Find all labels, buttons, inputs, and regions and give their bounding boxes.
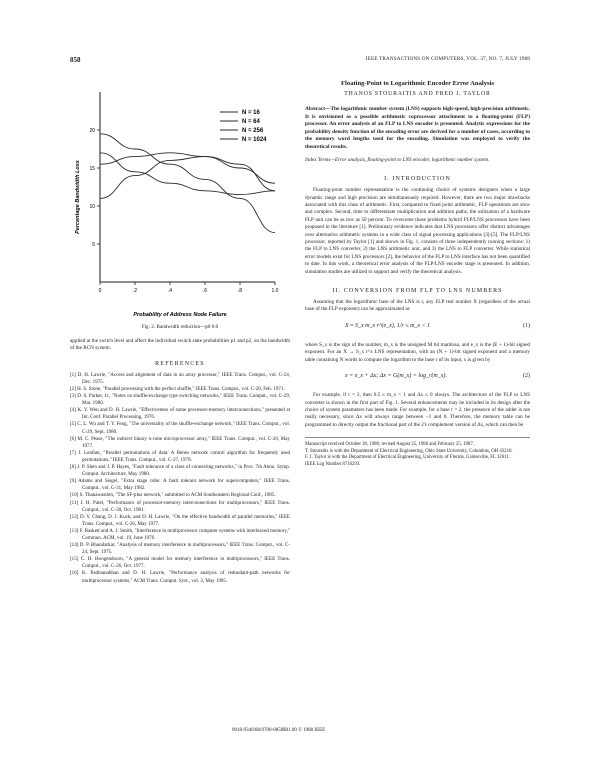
footnote-line: T. Stouraitis is with the Department of Electrical Engineering, Ohio State University, Columbus, OH 43210. xyxy=(305,448,513,454)
x-tick-label: 1.0 xyxy=(271,288,279,294)
y-axis-label: Percentage Bandwidth Loss xyxy=(75,160,81,234)
article-title: Floating-Point to Logarithmic Encoder Error Analysis xyxy=(341,80,494,87)
legend-label: N = 16 xyxy=(242,110,260,116)
x-tick-label: .4 xyxy=(167,288,173,294)
reference-item: [16] K. Padmanabhan and D. H. Lawrie, "Performance analysis of redundant-path networks for multiprocessor systems," ACM Trans. Comput. Syst., vol. 3, May 1985. xyxy=(70,570,290,584)
article-authors: THANOS STOURAITIS AND FRED J. TAYLOR xyxy=(344,91,491,97)
section-1-heading: I. INTRODUCTION xyxy=(384,176,451,183)
copyright-footer: 0018-9340/88/0700-0858$01.00 © 1988 IEEE xyxy=(232,728,326,733)
equation-1 xyxy=(305,320,530,336)
section-2-heading: II. CONVERSION FROM FLP TO LNS NUMBERS xyxy=(332,288,503,295)
reference-item: [15] C. H. Hoogendoorn, "A general model for memory interference in multiprocessors," IEEE Trans. Comput., vol. C-26, Oct. 1977. xyxy=(70,556,290,570)
reference-item: [9] Adams and Siegel, "Extra stage cube: A fault tolerant network for supercomputers," IEEE Trans. Comput., vol. C-31, May 1982. xyxy=(70,478,290,492)
reference-item: [12] D. Y. Chang, D. J. Kuck, and D. H. Lawrie, "On the effective bandwidth of parallel memories," IEEE Trans. Comput., vol. C-26, May 1977. xyxy=(70,513,290,527)
reference-item: [10] S. Thanawastien, "The SF-plus network," submitted to ACM Southeastern Regional Conf., 1985. xyxy=(70,492,276,499)
figure-caption: Fig. 2. Bandwidth reduction—p0 0.0 xyxy=(141,324,219,330)
y-tick-label: 5 xyxy=(92,242,95,248)
x-tick-label: 0 xyxy=(98,288,102,294)
y-tick-label: 10 xyxy=(89,204,95,210)
section-2-body-2: where S_x is the sign of the number, m_x is the unsigned M bit mantissa, and e_x is the (E + 1)-bit signed exponent. For an X → S_x r^x LNS representation, with an (N + 1)-bit signed exponent and a memory table containing N words to compute the logarithm to the base r of its input, x is given by xyxy=(305,341,530,363)
y-tick-label: 20 xyxy=(89,128,95,134)
reference-item: [11] J. H. Patel, "Performance of processor-memory interconnections for multiprocessors," IEEE Trans. Comput., vol. C-30, Oct. 1981. xyxy=(70,499,290,513)
footnote-line: IEEE Log Number 8716293. xyxy=(305,461,361,467)
reference-item: [14] D. P. Bhandarkar, "Analysis of memory interference in multiprocessors," IEEE Trans. Comput., vol. C-24, Sept. 1975. xyxy=(70,542,290,556)
bandwidth-chart xyxy=(70,72,290,322)
figure-2 xyxy=(70,72,290,322)
section-2-body-3: For example, if r = 2, then 0.5 ≤ m_x < 1 and Δx ≤ 0 always. The architecture of the FLP to LNS converter is shown in the first part of Fig. 1. Several enhancements may be included in its design after the choice of system parameters has been made. For example, for a base r = 2, the presence of the adder is not really necessary, since Δx will always range between −1 and 0. Therefore, the memory table can be programmed to directly output the fractional part of the 2's complement version of Δx, which can then be xyxy=(305,392,530,428)
left-column xyxy=(70,72,290,585)
footnote-line: F. J. Taylor is with the Department of Electrical Engineering, University of Florida, Gainesville, FL 32611. xyxy=(305,455,510,461)
reference-item: [1] D. H. Lawrie, "Access and alignment of data in an array processor," IEEE Trans. Comput., vol. C-24, Dec. 1975. xyxy=(70,371,290,385)
left-paragraph: applied at the switch level and affect the individual switch state probabilities p1 and p2, on the bandwidth of the RCN system. xyxy=(70,338,290,352)
legend-label: N = 1024 xyxy=(242,137,267,143)
reference-item: [6] M. C. Pease, "The indirect binary n-cube microprocessor array," IEEE Trans. Comput., vol. C-26, May 1977. xyxy=(70,435,290,449)
running-header: IEEE TRANSACTIONS ON COMPUTERS, VOL. 37, NO. 7, JULY 1988 xyxy=(365,56,530,62)
index-terms: Index Terms—Error analysis, floating-point to LNS encoder, logarithmic number system. xyxy=(305,157,490,163)
reference-item: [13] F. Baskett and A. J. Smith, "Interference in multiprocessor computer systems with interleaved memory," Commun. ACM, vol. 19, June 1976. xyxy=(70,527,290,541)
reference-item: [5] C. L. Wu and T. Y. Feng, "The universality of the shuffle-exchange network," IEEE Trans. Comput., vol. C-29, Sept. 1980. xyxy=(70,421,290,435)
reference-item: [8] J. P. Shen and J. P. Hayes, "Fault tolerance of a class of connecting networks," in Proc. 7th Annu. Symp. Comput. Architecture, May 1980. xyxy=(70,464,290,478)
reference-list xyxy=(70,372,290,585)
right-column xyxy=(305,72,530,469)
reference-item: [3] D. S. Parker, Jr., "Notes on shuffle/exchange type switching networks," IEEE Trans. Comput., vol. C-29, Mar. 1980. xyxy=(70,393,290,407)
reference-item: [4] K. Y. Wen and D. H. Lawrie, "Effectiveness of some processor-memory interconnections," presented at Int. Conf. Parallel Processing, 1976. xyxy=(70,407,290,421)
legend-label: N = 256 xyxy=(242,128,264,134)
references-heading: REFERENCES xyxy=(155,360,205,367)
reference-item: [2] H. S. Stone, "Parallel processing with the perfect shuffle," IEEE Trans. Comput., vol. C-20, Feb. 1971. xyxy=(70,386,285,392)
equation-1-number: (1) xyxy=(523,322,530,329)
x-axis-label: Probability of Address Node Failure xyxy=(133,312,227,318)
x-tick-label: .8 xyxy=(237,288,243,294)
section-2-body-1: Assuming that the logarithmic base of the LNS is r, any FLP real number X (regardless of the actual base of the FLP exponent) can be approximated as xyxy=(305,299,530,313)
equation-2-expr: x = e_x + Δx; Δx = G(m_x) = log_r(m_x). xyxy=(345,373,447,380)
y-tick-label: 15 xyxy=(89,166,95,172)
equation-1-expr: X ≈ S_x m_x r^(e_x), 1/r ≤ m_x < 1 xyxy=(345,322,431,329)
abstract: Abstract—The logarithmic number system (LNS) supports high-speed, high-precision arithmetic. It is envisioned as a possible arithmetic coprocessor attachment to a floating-point (FLP) processor. An error analysis of an FLP to LNS encoder is presented. Analytic expressions for the probability density function of the encoding error are derived for a number of cases, according to the memory word lengths used for the encoding. Simulation was employed to verify the theoretical results. xyxy=(305,106,530,150)
footnote-line: Manuscript received October 30, 1986; revised August 25, 1986 and February 25, 1987. xyxy=(305,442,474,448)
x-tick-label: .6 xyxy=(202,288,208,294)
reference-item: [7] J. Lenfant, "Parallel permutations of data: A Benes network control algorithm for frequently used permutations," IEEE Trans. Comput., vol. C-27, 1978. xyxy=(70,449,290,463)
equation-2 xyxy=(305,370,530,386)
footnote xyxy=(305,437,530,468)
x-tick-label: .2 xyxy=(132,288,138,294)
equation-2-number: (2) xyxy=(523,373,530,380)
page-number: 858 xyxy=(70,56,81,64)
section-1-body: Floating-point number representation is the continuing choice of systems designers when a large dynamic range and high precision are simultaneously required. However, there are two major drawbacks associated with this class of arithmetic. First, compared to fixed point arithmetic, FLP operations are slow and complex. Second, time to differentiate multiplication and addition paths, the utilization of a hardware FLP unit can be as low as 50 percent. To overcome these problems hybrid FLP/LNS processors have been proposed in the literature [1]. Preliminary evidence indicates that LNS processors offer distinct advantages over alternative arithmetic systems in a wide class of signal processing applications [3]-[5]. The FLP/LNS processor, reported by Taylor [1] and shown in Fig. 1, consists of three independently running sections: 1) the FLP to LNS converter, 2) the LNS arithmetic unit, and 3) the LNS to FLP converter. While statistical error models exist for LNS processors [2], the behavior of the FLP to LNS interface has not been quantified to date. In this work, a theoretical error analysis of the FLP/LNS encoder stage is presented. In addition, simulation studies are utilized to support and verify the theoretical analysis. xyxy=(305,187,530,275)
legend-label: N = 64 xyxy=(242,119,260,125)
